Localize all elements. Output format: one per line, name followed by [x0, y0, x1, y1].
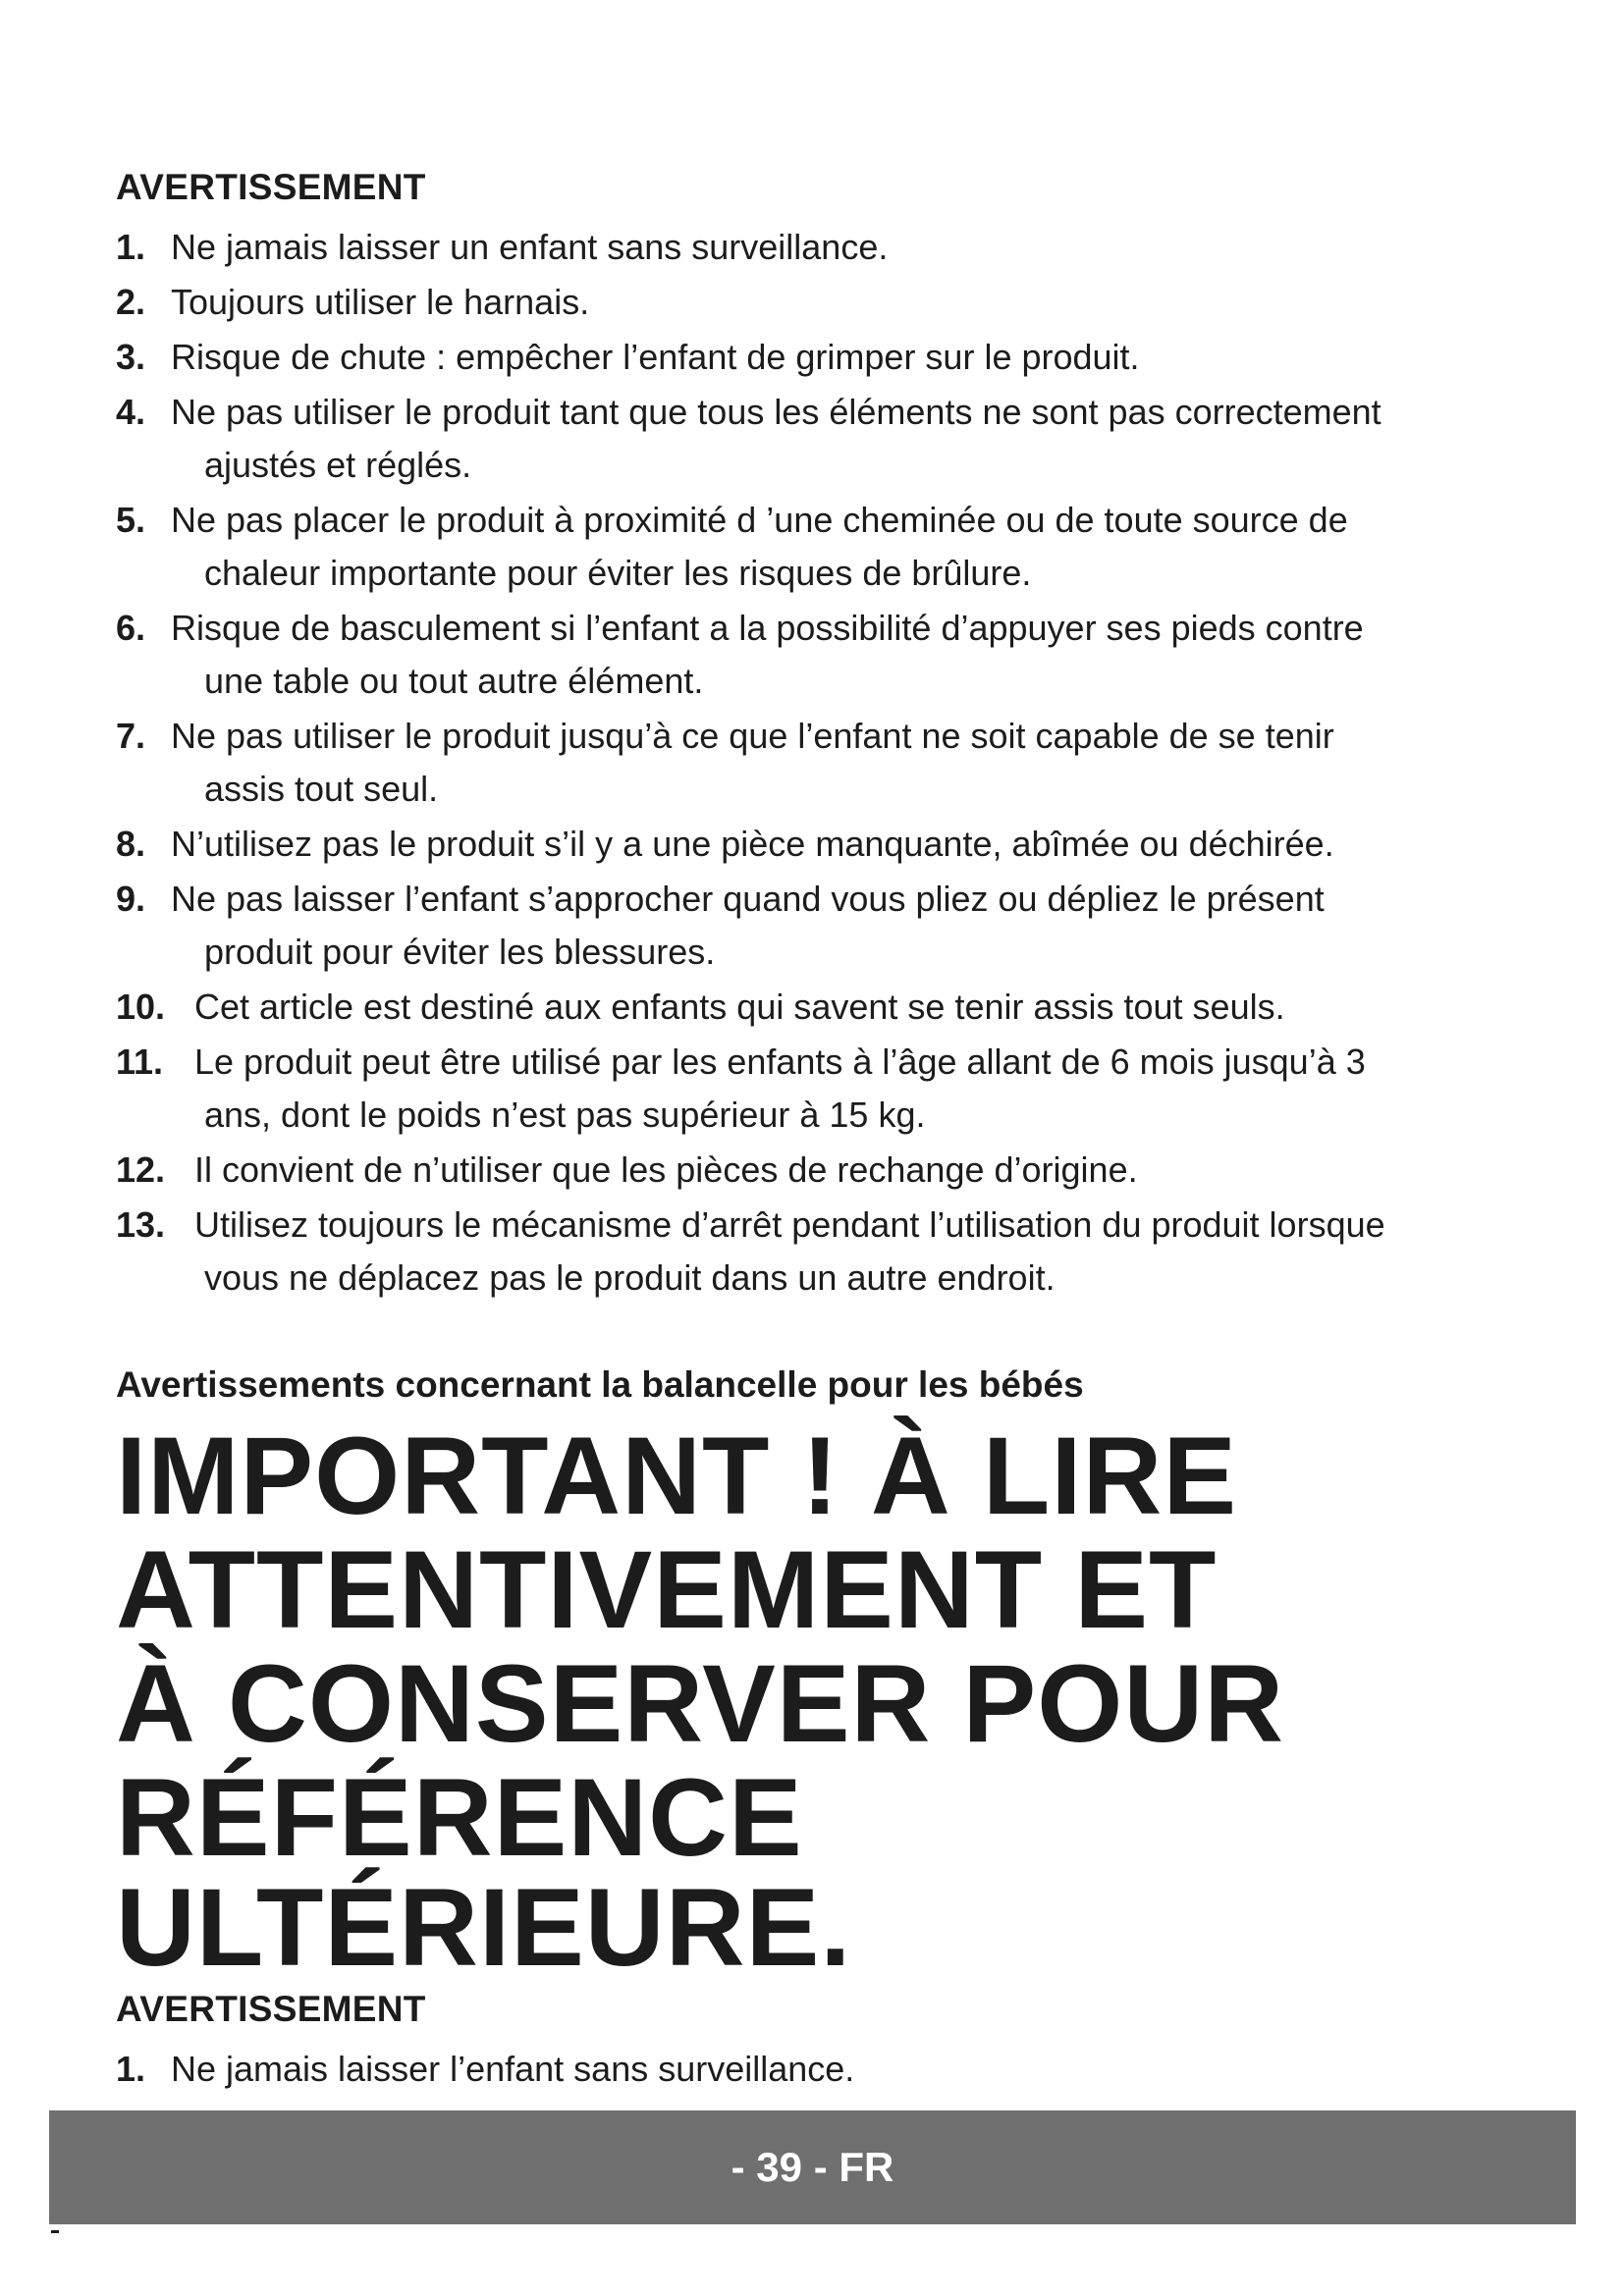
list-item [116, 980, 1569, 1035]
warning-list [116, 220, 1569, 1306]
list-item [116, 601, 1569, 709]
page-content [116, 165, 1569, 2205]
item-number: 7. [116, 716, 146, 756]
list-item [116, 709, 1569, 817]
item-number: 2. [116, 282, 146, 322]
item-text: Ne pas placer le produit à proximité d ’une cheminée ou de toute source de [171, 500, 1348, 540]
list-item [116, 2042, 1569, 2097]
list-item [116, 1035, 1569, 1143]
item-text: Il convient de n’utiliser que les pièces de rechange d’origine. [194, 1149, 1138, 1190]
important-line: RÉFÉRENCE ULTÉRIEURE. [116, 1756, 852, 1989]
item-text: Ne jamais laisser l’enfant sans surveillance. [171, 2049, 855, 2089]
item-text-continued: vous ne déplacez pas le produit dans un autre endroit. [204, 1257, 1056, 1298]
list-item [116, 220, 1569, 275]
list-item [116, 275, 1569, 330]
item-text: Ne pas utiliser le produit jusqu’à ce que l’enfant ne soit capable de se tenir [171, 716, 1334, 756]
swing-warnings-subheading: Avertissements concernant la balancelle pour les bébés [116, 1364, 1084, 1405]
item-number: 11. [116, 1041, 164, 1082]
item-text: Cet article est destiné aux enfants qui savent se tenir assis tout seuls. [194, 987, 1285, 1027]
item-text-continued: ans, dont le poids n’est pas supérieur à 15 kg. [204, 1095, 926, 1135]
list-item [116, 817, 1569, 872]
item-text: Toujours utiliser le harnais. [171, 282, 590, 322]
list-item [116, 872, 1569, 980]
item-number: 4. [116, 392, 146, 432]
item-text-continued: chaleur importante pour éviter les risques de brûlure. [204, 553, 1032, 593]
item-number: 9. [116, 879, 146, 919]
list-item [116, 493, 1569, 601]
list-item [116, 1198, 1569, 1306]
item-number: 5. [116, 500, 146, 540]
item-text: Risque de chute : empêcher l’enfant de grimper sur le produit. [171, 337, 1140, 377]
item-number: 6. [116, 608, 146, 648]
item-text-continued: produit pour éviter les blessures. [204, 932, 716, 972]
item-number: 8. [116, 824, 146, 864]
item-number: 1. [116, 227, 146, 267]
item-text-continued: ajustés et réglés. [204, 445, 472, 485]
important-line: À CONSERVER POUR [116, 1642, 1285, 1765]
item-text: Le produit peut être utilisé par les enfants à l’âge allant de 6 mois jusqu’à 3 [194, 1041, 1366, 1082]
item-text: Ne pas laisser l’enfant s’approcher quand vous pliez ou dépliez le présent [171, 879, 1325, 919]
list-item [116, 1143, 1569, 1198]
item-number: 1. [116, 2049, 146, 2089]
item-number: 10. [116, 987, 166, 1027]
list-item [116, 385, 1569, 493]
important-line: ATTENTIVEMENT ET [116, 1528, 1218, 1651]
warning-heading-2: AVERTISSEMENT [116, 1989, 426, 2029]
item-text: N’utilisez pas le produit s’il y a une pièce manquante, abîmée ou déchirée. [171, 824, 1334, 864]
item-text-continued: une table ou tout autre élément. [204, 661, 704, 701]
page-number: - 39 - FR [731, 2144, 894, 2190]
page-footer [49, 2110, 1576, 2224]
item-number: 3. [116, 337, 146, 377]
item-text: Utilisez toujours le mécanisme d’arrêt pendant l’utilisation du produit lorsque [194, 1204, 1385, 1245]
list-item [116, 330, 1569, 385]
item-text: Ne pas utiliser le produit tant que tous les éléments ne sont pas correctement [171, 392, 1381, 432]
warning-heading: AVERTISSEMENT [116, 167, 426, 207]
important-notice [116, 1415, 1569, 1989]
item-text: Ne jamais laisser un enfant sans surveillance. [171, 227, 889, 267]
item-number: 13. [116, 1204, 166, 1245]
item-text: Risque de basculement si l’enfant a la possibilité d’appuyer ses pieds contre [171, 608, 1364, 648]
item-number: 12. [116, 1149, 166, 1190]
important-line: IMPORTANT ! À LIRE [116, 1415, 1238, 1537]
item-text-continued: assis tout seul. [204, 769, 439, 809]
corner-mark [51, 2230, 59, 2233]
